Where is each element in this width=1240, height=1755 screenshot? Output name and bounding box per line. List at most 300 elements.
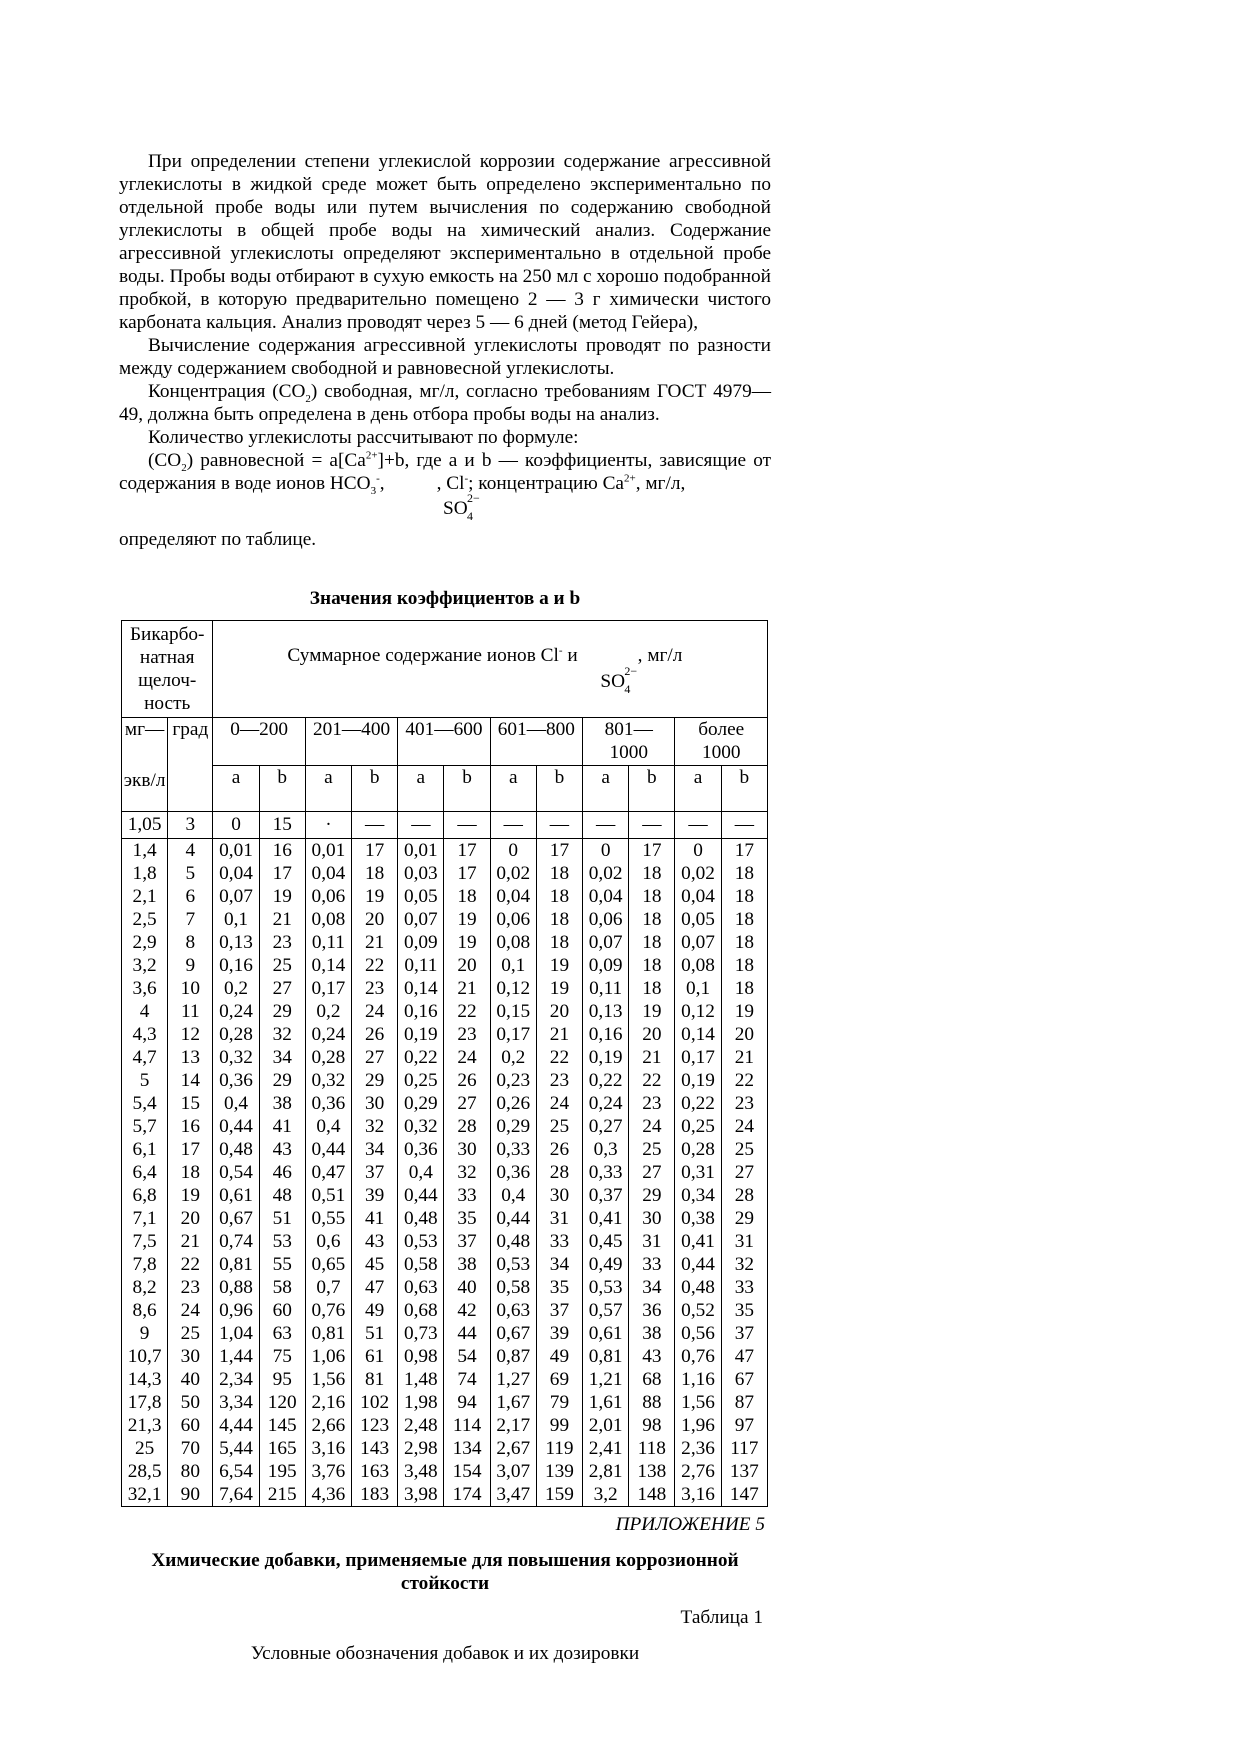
table-cell: 2,98 [398, 1437, 444, 1460]
table-cell: 12 [168, 1023, 213, 1046]
table-cell: 17 [444, 839, 490, 863]
table-cell: 3,34 [213, 1391, 259, 1414]
table-cell: 0,28 [213, 1023, 259, 1046]
table-row [122, 977, 768, 1000]
table-cell: 0,08 [675, 954, 721, 977]
table-cell: 102 [352, 1391, 398, 1414]
col-a: a [305, 766, 351, 812]
table-cell: 18 [629, 931, 675, 954]
table-cell: 42 [444, 1299, 490, 1322]
table-cell: 23 [444, 1023, 490, 1046]
table-cell: 0,11 [583, 977, 629, 1000]
table-cell: 0,48 [213, 1138, 259, 1161]
table-cell: 40 [444, 1276, 490, 1299]
table-cell: 19 [444, 931, 490, 954]
table-cell: 0,06 [305, 885, 351, 908]
table-cell: 0,44 [675, 1253, 721, 1276]
table-cell: 0,06 [490, 908, 536, 931]
table-cell: 0,47 [305, 1161, 351, 1184]
table-cell: 0,01 [213, 839, 259, 863]
table-row [122, 954, 768, 977]
table-cell: 0,6 [305, 1230, 351, 1253]
table-cell: 0,23 [490, 1069, 536, 1092]
table-row [122, 862, 768, 885]
table-row [122, 1115, 768, 1138]
table-cell: 24 [168, 1299, 213, 1322]
table-cell: 0,48 [490, 1230, 536, 1253]
table-cell: 51 [352, 1322, 398, 1345]
table-cell: 0,1 [675, 977, 721, 1000]
table-cell: 28 [444, 1115, 490, 1138]
table-cell: 28 [536, 1161, 582, 1184]
table-cell: 6,4 [122, 1161, 168, 1184]
table-1-label: Таблица 1 [680, 1607, 763, 1628]
table-cell: 39 [352, 1184, 398, 1207]
table-cell: 4,44 [213, 1414, 259, 1437]
table-cell: 0,11 [398, 954, 444, 977]
range-201-400: 201—400 [305, 718, 397, 766]
table-cell: 7,5 [122, 1230, 168, 1253]
table-cell: 0,58 [490, 1276, 536, 1299]
table-cell: 0,07 [398, 908, 444, 931]
table-cell: 21 [352, 931, 398, 954]
table-cell: 19 [352, 885, 398, 908]
table-cell: — [490, 812, 536, 839]
table-cell: 1,27 [490, 1368, 536, 1391]
table-cell: 154 [444, 1460, 490, 1483]
table-cell: 0,12 [490, 977, 536, 1000]
col-a: a [213, 766, 259, 812]
table-cell: 0,81 [305, 1322, 351, 1345]
table-row [122, 1138, 768, 1161]
table-cell: 0,36 [490, 1161, 536, 1184]
table-cell: 41 [352, 1207, 398, 1230]
table-cell: 0,44 [398, 1184, 444, 1207]
table-row [122, 885, 768, 908]
table-cell: 0,61 [213, 1184, 259, 1207]
table-cell: 34 [536, 1253, 582, 1276]
table-cell: 29 [721, 1207, 767, 1230]
table-row [122, 908, 768, 931]
col-a: a [398, 766, 444, 812]
table-cell: 23 [536, 1069, 582, 1092]
table-cell: 0,4 [213, 1092, 259, 1115]
table-cell: 28 [721, 1184, 767, 1207]
table-cell: 30 [629, 1207, 675, 1230]
table-cell: 0,28 [305, 1046, 351, 1069]
table-cell: 0,19 [675, 1069, 721, 1092]
table-cell: 88 [629, 1391, 675, 1414]
table-cell: 18 [721, 954, 767, 977]
table-cell: 20 [352, 908, 398, 931]
table-cell: 2,48 [398, 1414, 444, 1437]
table-cell: 27 [721, 1161, 767, 1184]
table-cell: 29 [259, 1069, 305, 1092]
table-cell: 81 [352, 1368, 398, 1391]
table-cell: 0,19 [398, 1023, 444, 1046]
table-cell: 28,5 [122, 1460, 168, 1483]
col-a: a [583, 766, 629, 812]
table-cell: 138 [629, 1460, 675, 1483]
table-cell: 37 [352, 1161, 398, 1184]
table-cell: 3,98 [398, 1483, 444, 1507]
table-cell: 29 [259, 1000, 305, 1023]
table-cell: 34 [629, 1276, 675, 1299]
table-cell: 5,7 [122, 1115, 168, 1138]
table-cell: 7,8 [122, 1253, 168, 1276]
table-cell: 80 [168, 1460, 213, 1483]
table-cell: 30 [444, 1138, 490, 1161]
table-cell: 0,81 [213, 1253, 259, 1276]
table-cell: 0,04 [583, 885, 629, 908]
table-cell: 13 [168, 1046, 213, 1069]
header-row-2 [122, 718, 768, 766]
table-cell: 0,34 [675, 1184, 721, 1207]
table-cell: 0,4 [305, 1115, 351, 1138]
table-cell: 0,96 [213, 1299, 259, 1322]
table-cell: — [629, 812, 675, 839]
table-cell: 25 [536, 1115, 582, 1138]
table-cell: 119 [536, 1437, 582, 1460]
table-row [122, 1184, 768, 1207]
table-cell: 0,56 [675, 1322, 721, 1345]
table-cell: 21 [721, 1046, 767, 1069]
table-cell: 8,2 [122, 1276, 168, 1299]
table-cell: 7 [168, 908, 213, 931]
table-cell: 0,13 [583, 1000, 629, 1023]
table-cell: 0,53 [583, 1276, 629, 1299]
table-cell: 18 [721, 862, 767, 885]
table-cell: 0,22 [583, 1069, 629, 1092]
col-a: a [675, 766, 721, 812]
table-cell: 14,3 [122, 1368, 168, 1391]
table-cell: 21 [259, 908, 305, 931]
table-cell: 0,08 [305, 908, 351, 931]
table-cell: 31 [629, 1230, 675, 1253]
table-row [122, 1391, 768, 1414]
table-cell: · [305, 812, 351, 839]
table-cell: 0,7 [305, 1276, 351, 1299]
table-cell: 0,16 [583, 1023, 629, 1046]
table-row [122, 1414, 768, 1437]
table-cell: 0,32 [305, 1069, 351, 1092]
table-cell: 25 [259, 954, 305, 977]
table-cell: 25 [629, 1138, 675, 1161]
table-title: Значения коэффициентов a и b [309, 588, 581, 609]
range-601-800: 601—800 [490, 718, 582, 766]
header-ion-sum: Суммарное содержание ионов Cl- и , мг/л SO 2− 4 [213, 621, 768, 718]
table-cell: 24 [629, 1115, 675, 1138]
table-cell: 5 [122, 1069, 168, 1092]
table-cell: 183 [352, 1483, 398, 1507]
table-cell: 0,15 [490, 1000, 536, 1023]
table-cell: 0,28 [675, 1138, 721, 1161]
table-cell: 0,17 [490, 1023, 536, 1046]
table-cell: 22 [444, 1000, 490, 1023]
range-over-1000: более 1000 [675, 718, 768, 766]
table-cell: 2,66 [305, 1414, 351, 1437]
table-cell: 2,1 [122, 885, 168, 908]
table-cell: 5,4 [122, 1092, 168, 1115]
table-cell: 0,65 [305, 1253, 351, 1276]
table-cell: 0,04 [213, 862, 259, 885]
table-cell: 17 [721, 839, 767, 863]
table-cell: 0,31 [675, 1161, 721, 1184]
table-cell: 20 [444, 954, 490, 977]
table-cell: 34 [352, 1138, 398, 1161]
table-cell: 11 [168, 1000, 213, 1023]
table-cell: 0,02 [583, 862, 629, 885]
table-cell: 0,24 [213, 1000, 259, 1023]
table-cell: 0,07 [213, 885, 259, 908]
paragraph-table-ref: определяют по таблице. [119, 529, 317, 550]
table-cell: 0,57 [583, 1299, 629, 1322]
table-cell: 0,44 [213, 1115, 259, 1138]
table-cell: 97 [721, 1414, 767, 1437]
table-cell: 98 [629, 1414, 675, 1437]
table-cell: 22 [168, 1253, 213, 1276]
table-cell: 14 [168, 1069, 213, 1092]
table-cell: 3,16 [305, 1437, 351, 1460]
table-cell: 68 [629, 1368, 675, 1391]
table-row [122, 1276, 768, 1299]
table-cell: 21 [629, 1046, 675, 1069]
coefficients-body [122, 812, 768, 1507]
table-row [122, 1299, 768, 1322]
table-cell: 0,49 [583, 1253, 629, 1276]
table-cell: 0,58 [398, 1253, 444, 1276]
table-cell: 15 [259, 812, 305, 839]
table-cell: 0,09 [583, 954, 629, 977]
table-cell: 163 [352, 1460, 398, 1483]
table-row [122, 1069, 768, 1092]
table-cell: 18 [168, 1161, 213, 1184]
table-row [122, 1437, 768, 1460]
table-cell: 50 [168, 1391, 213, 1414]
table-cell: 4,36 [305, 1483, 351, 1507]
table-cell: 0,17 [305, 977, 351, 1000]
table-cell: 22 [721, 1069, 767, 1092]
header-bicarbonate: Бикарбо-натная щелоч-ность [122, 621, 213, 718]
table-cell: 1,56 [305, 1368, 351, 1391]
sulfate-formula-row [119, 491, 771, 525]
table-cell: 7,64 [213, 1483, 259, 1507]
table-cell: 0,63 [490, 1299, 536, 1322]
table-cell: 17 [629, 839, 675, 863]
table-cell: 49 [536, 1345, 582, 1368]
table-row [122, 1092, 768, 1115]
table-cell: 24 [352, 1000, 398, 1023]
table-cell: 23 [629, 1092, 675, 1115]
col-b: b [629, 766, 675, 812]
table-cell: 0,1 [213, 908, 259, 931]
table-cell: 35 [444, 1207, 490, 1230]
col-b: b [536, 766, 582, 812]
table-cell: 0,29 [490, 1115, 536, 1138]
table-cell: 38 [629, 1322, 675, 1345]
table-cell: 40 [168, 1368, 213, 1391]
table-cell: 33 [536, 1230, 582, 1253]
table-cell: 0,51 [305, 1184, 351, 1207]
table-cell: 0,76 [675, 1345, 721, 1368]
table-cell: 3 [168, 812, 213, 839]
table-cell: 46 [259, 1161, 305, 1184]
table-cell: 1,8 [122, 862, 168, 885]
table-cell: — [398, 812, 444, 839]
table-cell: 5 [168, 862, 213, 885]
table-cell: 1,05 [122, 812, 168, 839]
table-cell: 2,41 [583, 1437, 629, 1460]
table-cell: 0,68 [398, 1299, 444, 1322]
table-cell: 1,16 [675, 1368, 721, 1391]
table-cell: 1,48 [398, 1368, 444, 1391]
table-cell: 0,25 [675, 1115, 721, 1138]
table-cell: 67 [721, 1368, 767, 1391]
table-cell: 2,9 [122, 931, 168, 954]
table-cell: 0,55 [305, 1207, 351, 1230]
table-cell: 0,53 [398, 1230, 444, 1253]
table-cell: 30 [536, 1184, 582, 1207]
table-cell: 17 [352, 839, 398, 863]
table-cell: 0,38 [675, 1207, 721, 1230]
table-cell: 6,1 [122, 1138, 168, 1161]
table-cell: — [444, 812, 490, 839]
table-1-caption: Условные обозначения добавок и их дозировки [250, 1643, 640, 1664]
table-cell: 23 [352, 977, 398, 1000]
table-cell: 0,04 [490, 885, 536, 908]
table-cell: 39 [536, 1322, 582, 1345]
table-row [122, 1161, 768, 1184]
table-cell: 18 [721, 885, 767, 908]
table-cell: 38 [444, 1253, 490, 1276]
table-cell: 63 [259, 1322, 305, 1345]
table-cell: 21 [444, 977, 490, 1000]
range-0-200: 0—200 [213, 718, 305, 766]
table-cell: 18 [352, 862, 398, 885]
table-cell: 18 [629, 954, 675, 977]
table-cell: 3,07 [490, 1460, 536, 1483]
table-cell: 15 [168, 1092, 213, 1115]
table-cell: 0,2 [305, 1000, 351, 1023]
table-cell: 70 [168, 1437, 213, 1460]
table-cell: 0,67 [490, 1322, 536, 1345]
table-cell: 32,1 [122, 1483, 168, 1507]
table-cell: 0,87 [490, 1345, 536, 1368]
table-cell: 139 [536, 1460, 582, 1483]
table-cell: 53 [259, 1230, 305, 1253]
table-cell: 0,16 [213, 954, 259, 977]
table-cell: 90 [168, 1483, 213, 1507]
table-cell: 0,45 [583, 1230, 629, 1253]
table-cell: 0,02 [675, 862, 721, 885]
table-cell: 0,3 [583, 1138, 629, 1161]
table-cell: 27 [259, 977, 305, 1000]
table-cell: 0,04 [675, 885, 721, 908]
table-cell: 94 [444, 1391, 490, 1414]
table-cell: 174 [444, 1483, 490, 1507]
table-cell: 0 [490, 839, 536, 863]
range-401-600: 401—600 [398, 718, 490, 766]
table-cell: 0,16 [398, 1000, 444, 1023]
table-cell: 2,76 [675, 1460, 721, 1483]
table-cell: 30 [168, 1345, 213, 1368]
table-cell: 19 [536, 954, 582, 977]
table-cell: 43 [259, 1138, 305, 1161]
table-cell: 37 [721, 1322, 767, 1345]
table-cell: 0,32 [213, 1046, 259, 1069]
range-801-1000: 801—1000 [583, 718, 675, 766]
table-cell: 117 [721, 1437, 767, 1460]
table-cell: 0,05 [398, 885, 444, 908]
table-cell: 3,2 [583, 1483, 629, 1507]
table-cell: 0,63 [398, 1276, 444, 1299]
table-cell: — [675, 812, 721, 839]
table-cell: 0,07 [583, 931, 629, 954]
paragraph-method: При определении степени углекислой коррозии содержание агрессивной углекислоты в жидкой среде может быть определено экспериментально по отдельной пробе воды или путем вычисления по содержанию свободной углекислоты в общей пробе воды на химический анализ. Содержание агрессивной углекислоты определяют экспериментально в отдельной пробе воды. Пробы воды отбирают в сухую емкость на 250 мл с хорошо подобранной пробкой, в которую предварительно помещено 2 — 3 г химически чистого карбоната кальция. Анализ проводят через 5 — 6 дней (метод Гейера), [119, 151, 771, 333]
table-cell: 0,36 [213, 1069, 259, 1092]
table-cell: 48 [259, 1184, 305, 1207]
table-cell: 9 [122, 1322, 168, 1345]
table-cell: 0,12 [675, 1000, 721, 1023]
table-cell: 18 [629, 862, 675, 885]
table-cell: 6,54 [213, 1460, 259, 1483]
table-cell: 0,19 [583, 1046, 629, 1069]
table-cell: 3,2 [122, 954, 168, 977]
table-cell: 1,61 [583, 1391, 629, 1414]
header-grad: град [168, 718, 213, 766]
table-cell: 120 [259, 1391, 305, 1414]
table-cell: 4 [122, 1000, 168, 1023]
table-cell: 0,26 [490, 1092, 536, 1115]
table-row [122, 839, 768, 863]
table-cell: 0 [213, 812, 259, 839]
table-cell: 18 [629, 908, 675, 931]
table-cell: 195 [259, 1460, 305, 1483]
header-row-1 [122, 621, 768, 718]
table-cell: 0,76 [305, 1299, 351, 1322]
table-cell: 0,08 [490, 931, 536, 954]
header-mg-unit: экв/л [122, 766, 168, 812]
table-cell: 24 [721, 1115, 767, 1138]
table-cell: 17,8 [122, 1391, 168, 1414]
table-cell: 18 [444, 885, 490, 908]
table-cell: 10 [168, 977, 213, 1000]
table-cell: 17 [536, 839, 582, 863]
table-cell: 1,96 [675, 1414, 721, 1437]
table-row [122, 1046, 768, 1069]
table-cell: 159 [536, 1483, 582, 1507]
table-cell: 18 [721, 977, 767, 1000]
table-row [122, 812, 768, 839]
table-cell: 0,37 [583, 1184, 629, 1207]
table-cell: 18 [721, 908, 767, 931]
table-cell: 21 [168, 1230, 213, 1253]
table-cell: 19 [259, 885, 305, 908]
table-cell: 2,81 [583, 1460, 629, 1483]
table-row [122, 1253, 768, 1276]
table-cell: 0,73 [398, 1322, 444, 1345]
table-cell: 0,33 [583, 1161, 629, 1184]
table-cell: 32 [352, 1115, 398, 1138]
table-cell: 10,7 [122, 1345, 168, 1368]
table-cell: 47 [352, 1276, 398, 1299]
table-cell: 32 [259, 1023, 305, 1046]
table-cell: 61 [352, 1345, 398, 1368]
table-cell: 34 [259, 1046, 305, 1069]
table-cell: 27 [444, 1092, 490, 1115]
table-cell: 26 [444, 1069, 490, 1092]
table-cell: 35 [536, 1276, 582, 1299]
